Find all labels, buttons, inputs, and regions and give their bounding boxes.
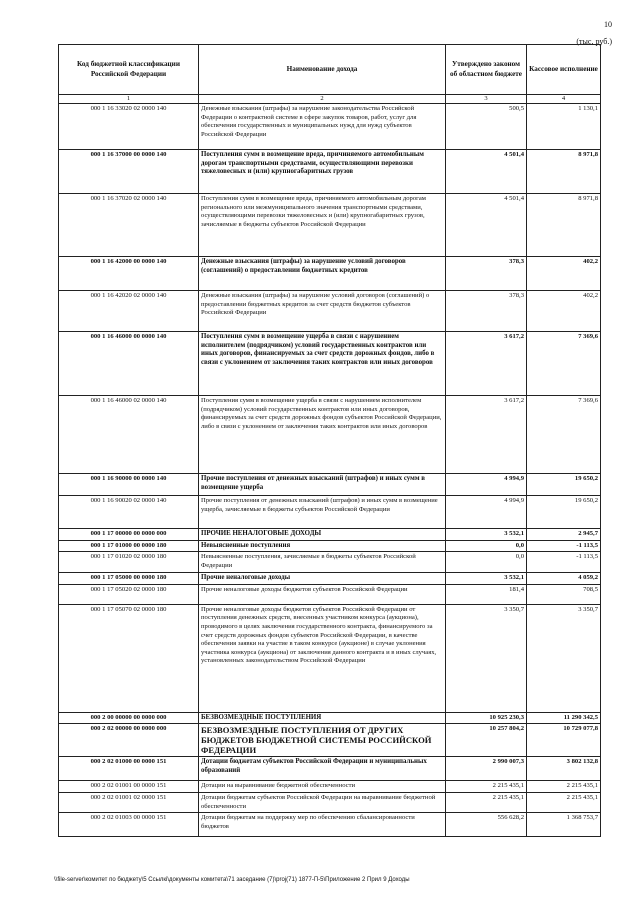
row-code: 000 1 16 37020 02 0000 140 xyxy=(59,194,199,257)
file-path-footer: \\file-server\комитет по бюджету\5 Ссылкі\документы комитета\71 заседание (7)\proj(71) 1877-П-5\Приложение 2 Прил 9 Доходы xyxy=(54,877,410,883)
row-name: Прочие неналоговые доходы бюджетов субъектов Российской Федерации xyxy=(199,584,446,604)
row-executed: 2 215 435,1 xyxy=(527,792,601,812)
row-name: Невыясненные поступления, зачисляемые в бюджеты субъектов Российской Федерации xyxy=(199,552,446,573)
row-name: Денежные взыскания (штрафы) за нарушение законодательства Российской Федерации о контрактной системе в сфере закупок товаров, работ, услуг для обеспечения государственных и муниципальных нужд для нужд субъектов Российской Федерации xyxy=(199,104,446,150)
table-row xyxy=(59,584,601,604)
row-executed: 19 650,2 xyxy=(527,496,601,529)
row-executed: 402,2 xyxy=(527,257,601,291)
row-code: 000 2 02 01001 00 0000 151 xyxy=(59,781,199,793)
header-approved: Утверждено законом об областном бюджете xyxy=(446,45,527,95)
row-approved: 2 215 435,1 xyxy=(446,781,527,793)
row-name: Прочие неналоговые доходы xyxy=(199,573,446,585)
column-index: 3 xyxy=(446,95,527,104)
table-row xyxy=(59,529,601,541)
row-code: 000 1 17 05020 02 0000 180 xyxy=(59,584,199,604)
row-code: 000 1 16 42000 00 0000 140 xyxy=(59,257,199,291)
row-approved: 0,0 xyxy=(446,552,527,573)
table-row xyxy=(59,540,601,552)
row-approved: 378,3 xyxy=(446,291,527,332)
row-name: Дотации бюджетам субъектов Российской Федерации на выравнивание бюджетной обеспеченности xyxy=(199,792,446,812)
table-row xyxy=(59,792,601,812)
row-executed: 2 215 435,1 xyxy=(527,781,601,793)
row-approved: 2 990 007,3 xyxy=(446,757,527,781)
row-code: 000 2 00 00000 00 0000 000 xyxy=(59,712,199,724)
row-name: Поступления сумм в возмещение ущерба в связи с нарушением исполнителем (подрядчиком) условий государственных контрактов или иных договоров, финансируемых за счет средств дорожных фондов, либо в связи с уклонением от заключения таких контрактов или иных договоров xyxy=(199,332,446,396)
row-name: Прочие поступления от денежных взысканий (штрафов) и иных сумм в возмещение ущерба, зачисляемые в бюджеты субъектов Российской Федерации xyxy=(199,496,446,529)
header-code: Код бюджетной классификации Российской Федерации xyxy=(59,45,199,95)
row-executed: 10 729 077,8 xyxy=(527,724,601,757)
table-row xyxy=(59,194,601,257)
row-code: 000 1 16 37000 00 0000 140 xyxy=(59,150,199,194)
column-index: 2 xyxy=(199,95,446,104)
table-row xyxy=(59,712,601,724)
table-row xyxy=(59,474,601,496)
row-executed: 708,5 xyxy=(527,584,601,604)
table-row xyxy=(59,104,601,150)
row-executed: 4 059,2 xyxy=(527,573,601,585)
row-code: 000 1 17 05000 00 0000 180 xyxy=(59,573,199,585)
table-row xyxy=(59,724,601,757)
row-code: 000 1 16 90000 00 0000 140 xyxy=(59,474,199,496)
table-row xyxy=(59,604,601,712)
row-approved: 4 501,4 xyxy=(446,194,527,257)
row-executed: 1 368 753,7 xyxy=(527,813,601,837)
row-approved: 3 350,7 xyxy=(446,604,527,712)
row-approved: 2 215 435,1 xyxy=(446,792,527,812)
row-code: 000 1 16 33020 02 0000 140 xyxy=(59,104,199,150)
row-name: Денежные взыскания (штрафы) за нарушение условий договоров (соглашений) о предоставлении бюджетных кредитов xyxy=(199,257,446,291)
row-approved: 4 994,9 xyxy=(446,474,527,496)
row-executed: 8 971,8 xyxy=(527,194,601,257)
row-approved: 3 617,2 xyxy=(446,396,527,474)
row-name: Поступления сумм в возмещение вреда, причиняемого автомобильным дорогам регионального или межмуниципального значения транспортными средствами, осуществляющими перевозки тяжеловесных и (или) крупногабаритных грузов, зачисляемые в бюджеты субъектов Российской Федерации xyxy=(199,194,446,257)
table-row xyxy=(59,757,601,781)
row-approved: 10 257 804,2 xyxy=(446,724,527,757)
row-name: БЕЗВОЗМЕЗДНЫЕ ПОСТУПЛЕНИЯ ОТ ДРУГИХ БЮДЖЕТОВ БЮДЖЕТНОЙ СИСТЕМЫ РОССИЙСКОЙ ФЕДЕРАЦИИ xyxy=(199,724,446,757)
row-code: 000 1 16 46000 00 0000 140 xyxy=(59,332,199,396)
row-code: 000 1 17 01000 00 0000 180 xyxy=(59,540,199,552)
row-code: 000 1 16 90020 02 0000 140 xyxy=(59,496,199,529)
row-code: 000 1 16 46000 02 0000 140 xyxy=(59,396,199,474)
row-approved: 10 925 230,3 xyxy=(446,712,527,724)
row-approved: 378,3 xyxy=(446,257,527,291)
row-approved: 556 628,2 xyxy=(446,813,527,837)
row-code: 000 2 02 01003 00 0000 151 xyxy=(59,813,199,837)
header-executed: Кассовое исполнение xyxy=(527,45,601,95)
table-row xyxy=(59,496,601,529)
row-approved: 3 617,2 xyxy=(446,332,527,396)
row-code: 000 2 02 01001 02 0000 151 xyxy=(59,792,199,812)
table-row xyxy=(59,396,601,474)
table-row xyxy=(59,291,601,332)
row-name: Дотации бюджетам на поддержку мер по обеспечению сбалансированности бюджетов xyxy=(199,813,446,837)
row-name: ПРОЧИЕ НЕНАЛОГОВЫЕ ДОХОДЫ xyxy=(199,529,446,541)
row-approved: 500,5 xyxy=(446,104,527,150)
row-name: Невыясненные поступления xyxy=(199,540,446,552)
row-name: Прочие поступления от денежных взысканий (штрафов) и иных сумм в возмещение ущерба xyxy=(199,474,446,496)
row-executed: 402,2 xyxy=(527,291,601,332)
table-row xyxy=(59,573,601,585)
column-index-row xyxy=(59,95,601,104)
revenue-table xyxy=(58,44,601,837)
row-executed: 3 350,7 xyxy=(527,604,601,712)
row-executed: 7 369,6 xyxy=(527,332,601,396)
column-index: 4 xyxy=(527,95,601,104)
table-row xyxy=(59,552,601,573)
row-name: Дотации на выравнивание бюджетной обеспеченности xyxy=(199,781,446,793)
row-code: 000 1 17 01020 02 0000 180 xyxy=(59,552,199,573)
table-body xyxy=(59,104,601,837)
header-name: Наименование дохода xyxy=(199,45,446,95)
row-code: 000 1 16 42020 02 0000 140 xyxy=(59,291,199,332)
row-approved: 4 501,4 xyxy=(446,150,527,194)
table-row xyxy=(59,150,601,194)
table-row xyxy=(59,257,601,291)
row-executed: 8 971,8 xyxy=(527,150,601,194)
table-row xyxy=(59,781,601,793)
row-executed: 11 290 342,5 xyxy=(527,712,601,724)
row-executed: 19 650,2 xyxy=(527,474,601,496)
column-index: 1 xyxy=(59,95,199,104)
row-code: 000 2 02 00000 00 0000 000 xyxy=(59,724,199,757)
row-approved: 3 532,1 xyxy=(446,573,527,585)
units-label: (тыс. руб.) xyxy=(576,37,612,46)
row-name: Дотации бюджетам субъектов Российской Федерации и муниципальных образований xyxy=(199,757,446,781)
row-executed: 2 945,7 xyxy=(527,529,601,541)
row-approved: 4 994,9 xyxy=(446,496,527,529)
table-row xyxy=(59,813,601,837)
row-executed: -1 113,5 xyxy=(527,540,601,552)
row-code: 000 1 17 00000 00 0000 000 xyxy=(59,529,199,541)
page-number: 10 xyxy=(604,20,612,29)
row-name: Поступления сумм в возмещение вреда, причиняемого автомобильным дорогам транспортными средствами, осуществляющими перевозки тяжеловесных и (или) крупногабаритных грузов xyxy=(199,150,446,194)
row-code: 000 1 17 05070 02 0000 180 xyxy=(59,604,199,712)
row-approved: 0,0 xyxy=(446,540,527,552)
row-name: Прочие неналоговые доходы бюджетов субъектов Российской Федерации от поступления денежных средств, внесенных участником конкурса (аукциона), проводимого в целях заключения государственного контракта, финансируемого за счет средств дорожных фондов субъектов Российской Федерации, в качестве обеспечения заявки на участие в таком конкурсе (аукционе) в случае уклонения участника конкурса (аукциона) от заключения данного контракта и в иных случаях, установленных законодательством Российской Федерации xyxy=(199,604,446,712)
table-row xyxy=(59,332,601,396)
row-name: Поступления сумм в возмещение ущерба в связи с нарушением исполнителем (подрядчиком) условий государственных контрактов или иных договоров, финансируемых за счет средств дорожных фондов субъектов Российской Федерации, либо в связи с уклонением от заключения таких контрактов или иных договоров xyxy=(199,396,446,474)
row-executed: 3 802 132,8 xyxy=(527,757,601,781)
row-approved: 3 532,1 xyxy=(446,529,527,541)
row-executed: -1 113,5 xyxy=(527,552,601,573)
row-code: 000 2 02 01000 00 0000 151 xyxy=(59,757,199,781)
row-approved: 181,4 xyxy=(446,584,527,604)
row-executed: 7 369,6 xyxy=(527,396,601,474)
row-name: Денежные взыскания (штрафы) за нарушение условий договоров (соглашений) о предоставлении бюджетных кредитов за счет средств бюджетов субъектов Российской Федерации xyxy=(199,291,446,332)
row-name: БЕЗВОЗМЕЗДНЫЕ ПОСТУПЛЕНИЯ xyxy=(199,712,446,724)
row-executed: 1 130,1 xyxy=(527,104,601,150)
